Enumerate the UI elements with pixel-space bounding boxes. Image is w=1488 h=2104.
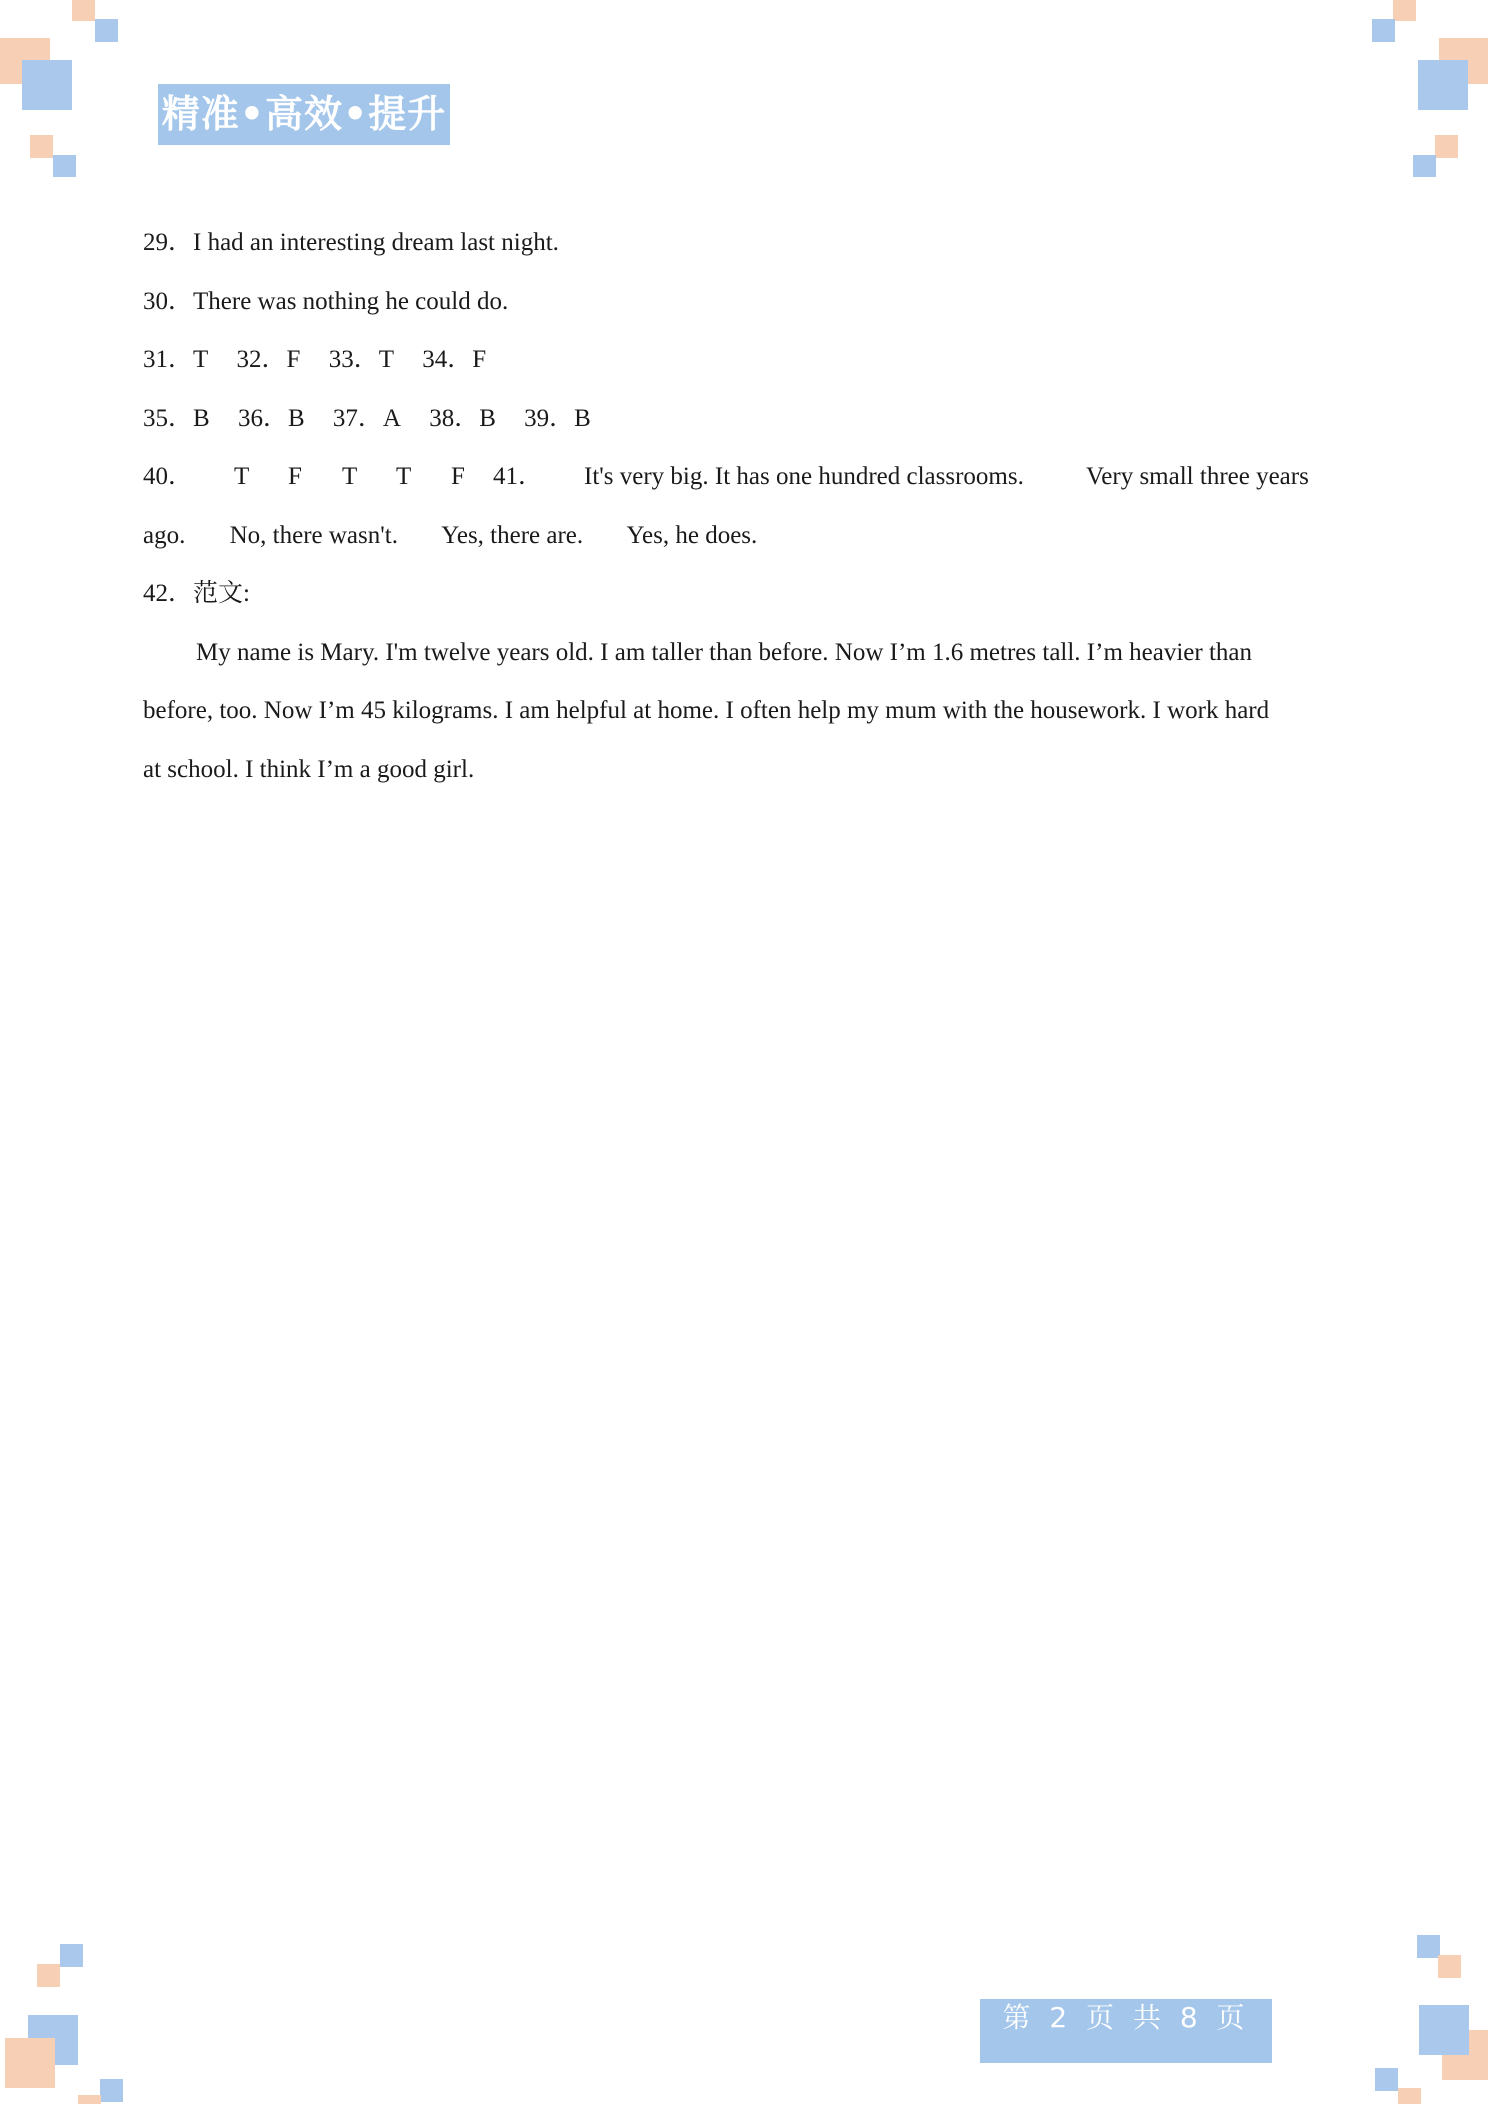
answer-item: 37．A — [332, 404, 401, 432]
answer-item: 38．B — [429, 404, 496, 432]
answers-35-39 — [143, 393, 1338, 452]
answer-30: 30．There was nothing he could do. — [143, 287, 509, 315]
page-indicator: 第 2 页 共 8 页 — [980, 1999, 1272, 2063]
essay-line: My name is Mary. I'm twelve years old. I am taller than before. Now I’m 1.6 metres tall. I’m heavier than — [196, 638, 1253, 666]
answers-31-34 — [143, 334, 1338, 393]
answer-29: 29．I had an interesting dream last night. — [143, 229, 559, 256]
answer-42-heading: 42．范文: — [143, 580, 250, 607]
answer-item: 36．B — [237, 404, 305, 432]
answer-key — [143, 217, 1338, 802]
answers-40-41: 40． T F T T F 41． It's very big. It has one hundred classrooms. Very small three years — [143, 463, 1309, 490]
answer-item: 31．T — [143, 346, 209, 373]
answer-item: 33．T — [328, 346, 394, 373]
answers-41-continued: ago. No, there wasn't. Yes, there are. Yes, he does. — [143, 521, 758, 549]
answer-item: 32．F — [236, 346, 301, 373]
answer-item: 35．B — [143, 404, 210, 432]
answer-item: 39．B — [524, 404, 591, 432]
brand-banner: 精准•高效•提升 — [158, 84, 450, 145]
essay-line: at school. I think I’m a good girl. — [143, 755, 475, 783]
answer-item: 34．F — [422, 346, 487, 373]
essay-line: before, too. Now I’m 45 kilograms. I am helpful at home. I often help my mum with the housework. I work hard — [143, 697, 1270, 724]
